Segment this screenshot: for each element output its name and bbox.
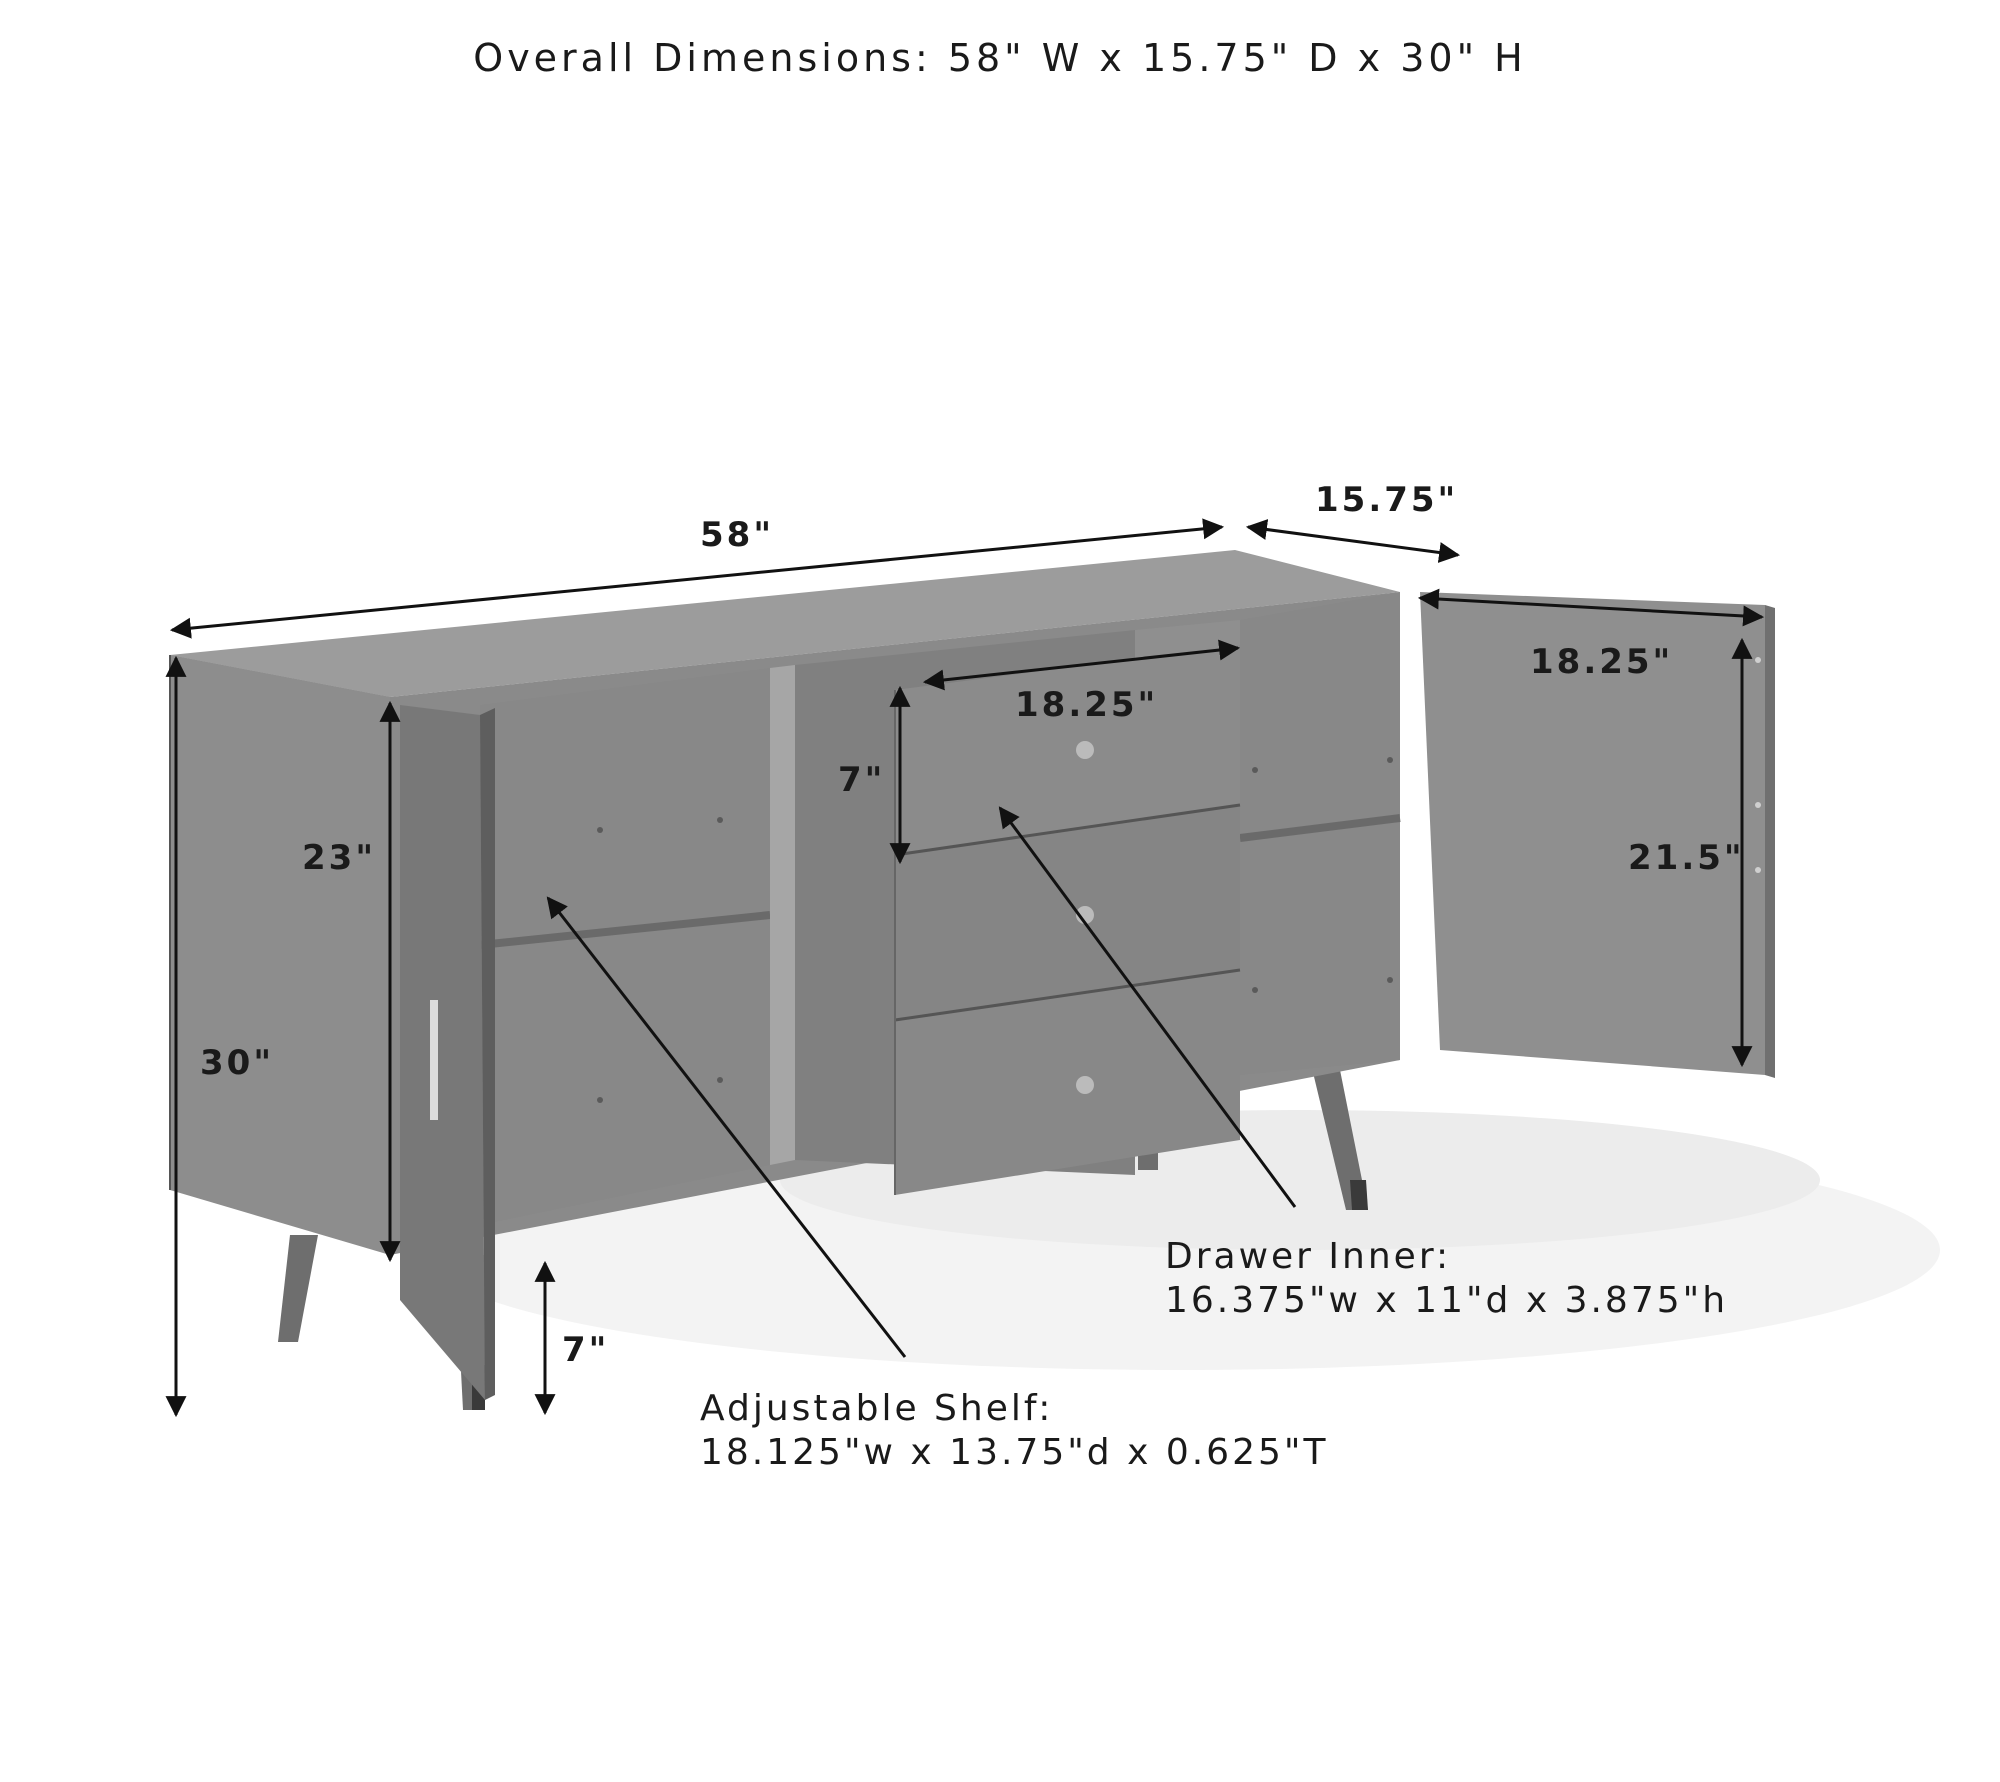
cabinet-height-label: 23" [302,838,377,878]
door-height-label: 21.5" [1628,838,1745,878]
leg-height-label: 7" [562,1330,610,1370]
adjustable-shelf-callout [700,1387,1328,1475]
drawer-stack [895,645,1240,1195]
depth-dimension-line [1248,527,1458,555]
width-label: 58" [700,515,775,555]
left-side-panel [170,655,390,1255]
drawer-inner-callout [1165,1235,1728,1323]
left-door [400,705,495,1400]
overall-height-label: 30" [200,1043,275,1083]
drawer-height-label: 7" [838,760,886,800]
drawer-inner-title: Drawer Inner: [1165,1236,1452,1277]
adjustable-shelf-title: Adjustable Shelf: [700,1388,1054,1429]
depth-label: 15.75" [1315,480,1459,520]
drawer-inner-value: 16.375"w x 11"d x 3.875"h [1165,1280,1729,1321]
door-width-label: 18.25" [1530,642,1674,682]
page-title: Overall Dimensions: 58" W x 15.75" D x 30" H [473,36,1527,80]
adjustable-shelf-value: 18.125"w x 13.75"d x 0.625"T [700,1432,1329,1473]
drawer-width-label: 18.25" [1015,685,1159,725]
